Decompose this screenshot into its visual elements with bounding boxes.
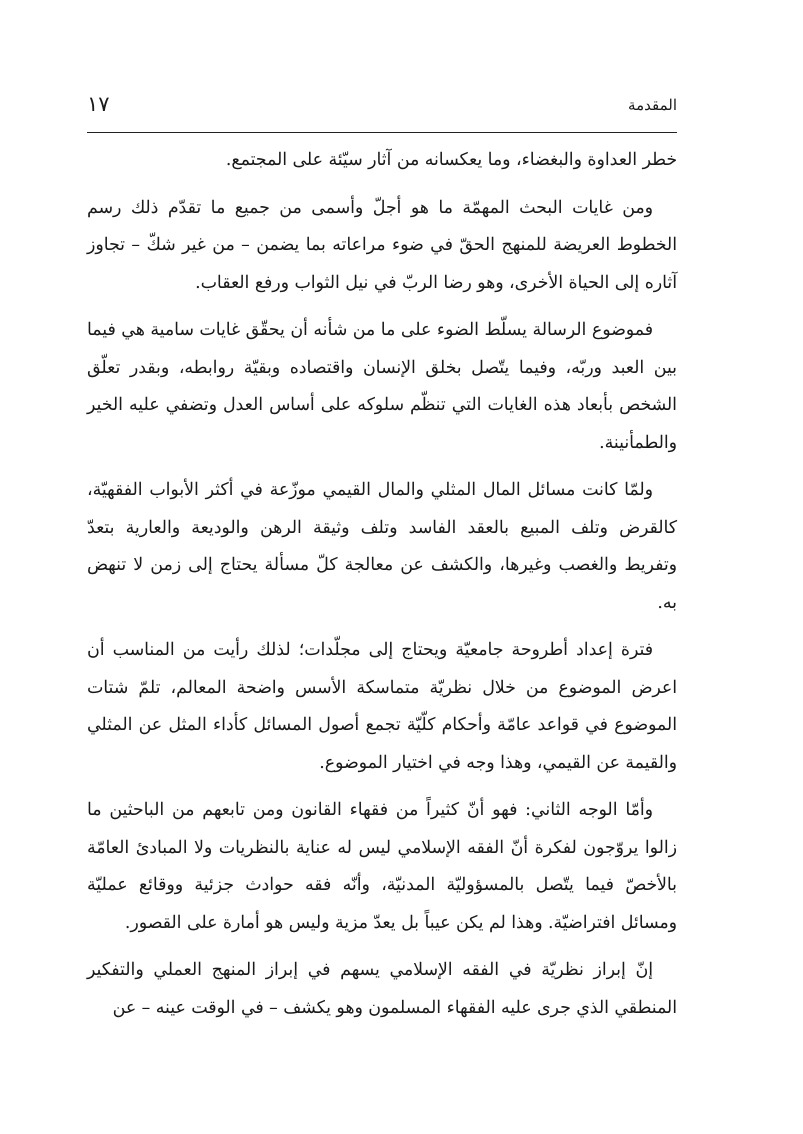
- running-header-title: المقدمة: [628, 96, 677, 114]
- paragraph-3: فموضوع الرسالة يسلّط الضوء على ما من شأنه أن يحقّق غايات سامية هي فيما بين العبد وربّه، وفيما يتّصل بخلق الإنسان واقتصاده وبقيّة روابطه، وبقدر تعلّق الشخص بأبعاد هذه الغايات التي تنظّم سلوكه على أساس العدل وتضفي عليه الخير والطمأنينة.: [87, 320, 677, 453]
- body-text: [87, 142, 677, 1037]
- paragraph-4: ولمّا كانت مسائل المال المثلي والمال القيمي موزّعة في أكثر الأبواب الفقهيّة، كالقرض وتلف المبيع بالعقد الفاسد وتلف وثيقة الرهن والوديعة والعارية بتعدّ وتفريط والغصب وغيرها، والكشف عن معالجة كلّ مسألة يحتاج إلى زمن لا تنهض به.: [87, 480, 677, 613]
- page-number: ١٧: [87, 92, 110, 116]
- paragraph-2: ومن غايات البحث المهمّة ما هو أجلّ وأسمى من جميع ما تقدّم ذلك رسم الخطوط العريضة للمنهج الحقّ في ضوء مراعاته بما يضمن – من غير شكّ – تجاوز آثاره إلى الحياة الأخرى، وهو رضا الربّ في نيل الثواب ورفع العقاب.: [87, 197, 677, 293]
- paragraph-5: فترة إعداد أطروحة جامعيّة ويحتاج إلى مجلّدات؛ لذلك رأيت من المناسب أن اعرض الموضوع من خلال نظريّة متماسكة الأسس واضحة المعالم، تلمّ شتات الموضوع في قواعد عامّة وأحكام كلّيّة تجمع أصول المسائل كأداء المثل عن المثلي والقيمة عن القيمي، وهذا وجه في اختيار الموضوع.: [87, 640, 677, 773]
- paragraph-6: وأمّا الوجه الثاني: فهو أنّ كثيراً من فقهاء القانون ومن تابعهم من الباحثين ما زالوا يروّجون لفكرة أنّ الفقه الإسلامي ليس له عناية بالنظريات ولا المبادئ العامّة بالأخصّ فيما يتّصل بالمسؤوليّة المدنيّة، وأنّه فقه حوادث جزئية ووقائع عمليّة ومسائل افتراضيّة. وهذا لم يكن عيباً بل يعدّ مزية وليس هو أمارة على القصور.: [87, 800, 677, 933]
- paragraph-7: إنّ إبراز نظريّة في الفقه الإسلامي يسهم في إبراز المنهج العملي والتفكير المنطقي الذي جرى عليه الفقهاء المسلمون وهو يكشف – في الوقت عينه – عن: [87, 960, 677, 1018]
- page-header: [87, 92, 677, 128]
- header-divider: [87, 132, 677, 133]
- paragraph-1: خطر العداوة والبغضاء، وما يعكسانه من آثار سيّئة على المجتمع.: [225, 150, 677, 170]
